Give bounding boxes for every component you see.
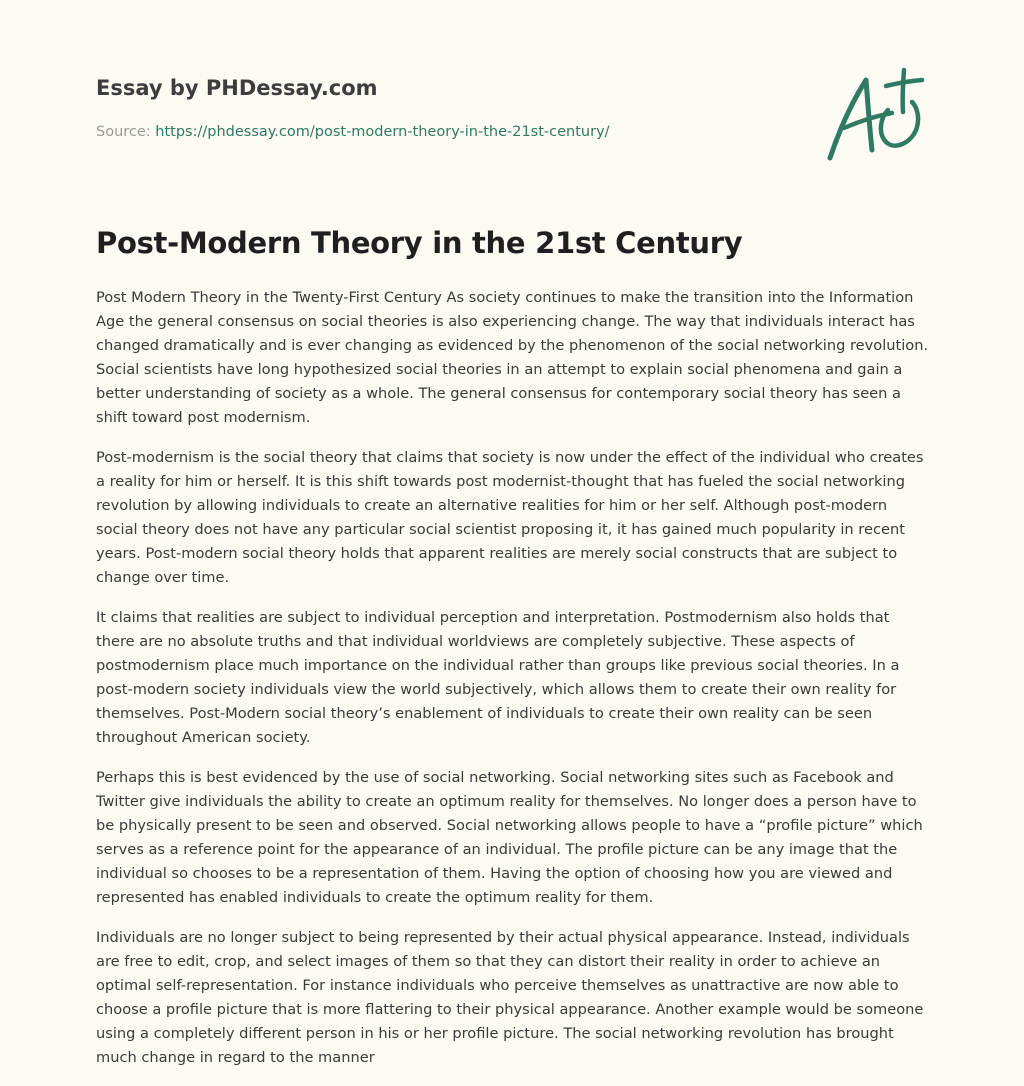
article-paragraph: Perhaps this is best evidenced by the use of social networking. Social networking sites such as Facebook and Twitter give individuals the ability to create an optimum reality for themselves. No longer does a person have to be physically present to be seen and observed. Social networking allows people to have a “profile picture” which serves as a reference point for the appearance of an individual. The profile picture can be any image that the individual so chooses to be a representation of them. Having the option of choosing how you are viewed and represented has enabled individuals to create the optimum reality for them. xyxy=(96,769,923,906)
article-paragraph: Individuals are no longer subject to being represented by their actual physical appearance. Instead, individuals are free to edit, crop, and select images of them so that they can distort their reality in order to achieve an optimal self-representation. For instance individuals who perceive themselves as unattractive are now able to choose a profile picture that is more flattering to their physical appearance. Another example would be someone using a completely different person in his or her profile picture. The social networking revolution has brought much change in regard to the manner xyxy=(96,929,924,1066)
article-paragraph: Post-modernism is the social theory that claims that society is now under the effect of the individual who creates a reality for him or herself. It is this shift towards post modernist-thought that has fueled the social networking revolution by allowing individuals to create an alternative realities for him or her self. Although post-modern social theory does not have any particular social scientist proposing it, it has gained much popularity in recent years. Post-modern social theory holds that apparent realities are merely social constructs that are subject to change over time. xyxy=(96,449,924,586)
article-title: Post-Modern Theory in the 21st Century xyxy=(96,226,743,260)
article-body xyxy=(96,286,932,1086)
source-link[interactable]: https://phdessay.com/post-modern-theory-in-the-21st-century/ xyxy=(155,124,610,140)
article-paragraph: It claims that realities are subject to individual perception and interpretation. Postmodernism also holds that there are no absolute truths and that individual worldviews are completely subjective. These aspects of postmodernism place much importance on the individual rather than groups like previous social theories. In a post-modern society individuals view the world subjectively, which allows them to create their own reality for themselves. Post-Modern social theory’s enablement of individuals to create their own reality can be seen throughout American society. xyxy=(96,609,900,746)
article-paragraph: Post Modern Theory in the Twenty-First Century As society continues to make the transition into the Information Age the general consensus on social theories is also experiencing change. The way that individuals interact has changed dramatically and is ever changing as evidenced by the phenomenon of the social networking revolution. Social scientists have long hypothesized social theories in an attempt to explain social phenomena and gain a better understanding of society as a whole. The general consensus for contemporary social theory has seen a shift toward post modernism. xyxy=(96,289,929,426)
a-plus-grade-icon xyxy=(826,66,928,166)
source-label: Source: xyxy=(96,124,151,140)
source-line xyxy=(96,124,610,140)
site-brand: Essay by PHDessay.com xyxy=(96,76,378,100)
